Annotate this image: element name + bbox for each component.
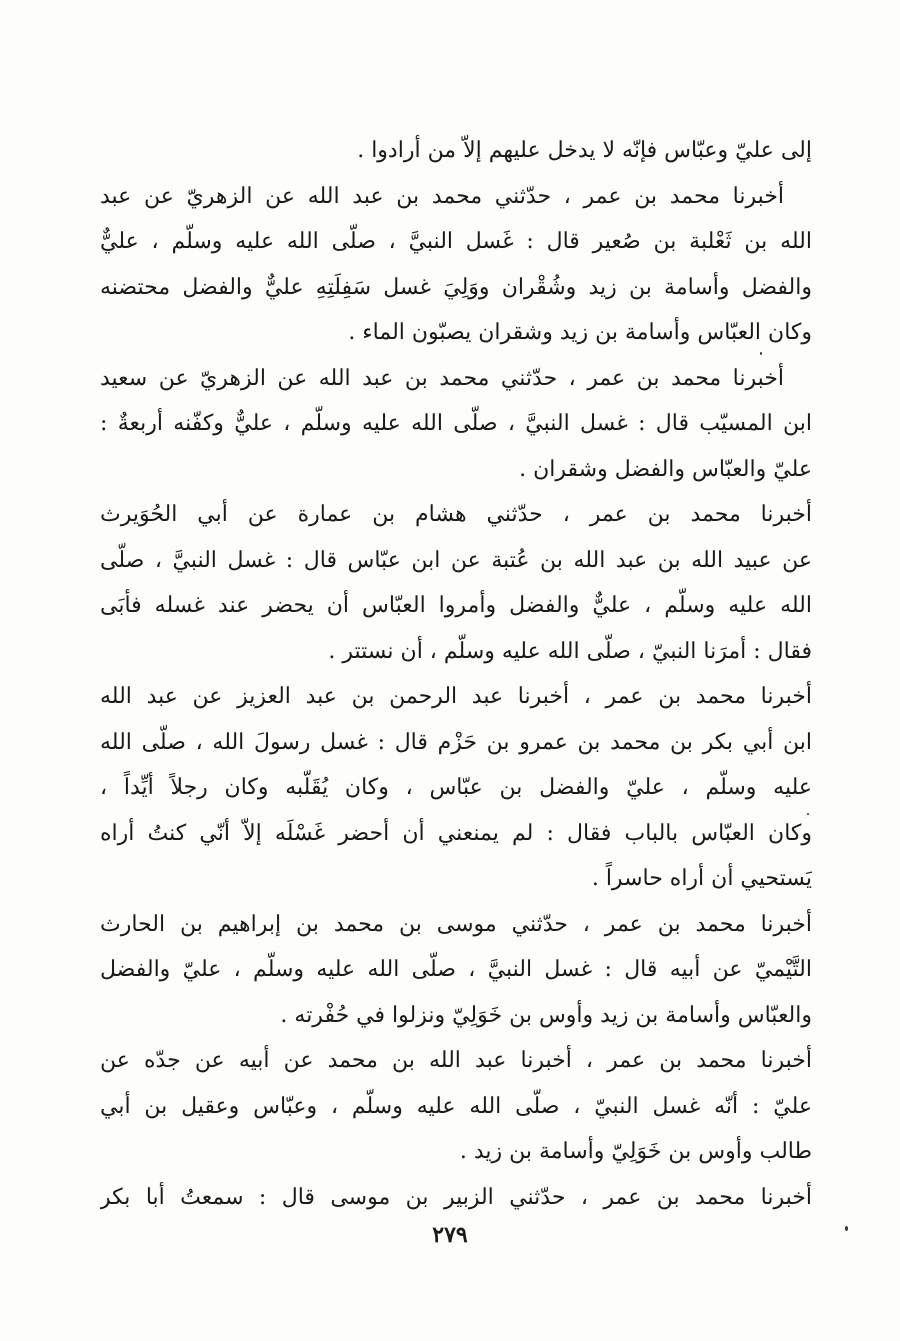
text-line: فقال : أمرَنا النبيّ ، صلّى الله عليه وسلّم ، أن نستتر .: [328, 638, 812, 664]
text-line: أخبرنا محمد بن عمر ، أخبرنا عبد الله بن محمد عن أبيه عن جدّه عن: [100, 1048, 812, 1073]
text-line: التَّيْميّ عن أبيه قال : غسل النبيَّ ، صلّى الله عليه وسلّم ، عليّ والفضل: [100, 957, 812, 982]
page-number: ٢٧٩: [432, 1222, 468, 1248]
text-line: أخبرنا محمد بن عمر ، أخبرنا عبد الرحمن بن عبد العزيز عن عبد الله: [100, 684, 812, 709]
text-line: عليّ : أنّه غسل النبيّ ، صلّى الله عليه وسلّم ، وعبّاس وعقيل بن أبي: [100, 1093, 812, 1119]
text-line: وكان العبّاس وأسامة بن زيد وشقران يصبّون الماء .: [348, 320, 812, 345]
text-line: إلى عليّ وعبّاس فإنّه لا يدخل عليهم إلاّ من أرادوا .: [357, 138, 812, 163]
text-line: عن عبيد الله بن عبد الله بن عُتبة عن ابن عبّاس قال : غسل النبيَّ ، صلّى: [100, 547, 812, 573]
text-line: ابن المسيّب قال : غسل النبيَّ ، صلّى الله عليه وسلّم ، عليٌّ وكفّنه أربعةٌ :: [100, 411, 812, 436]
text-line: الله عليه وسلّم ، عليٌّ والفضل وأمروا العبّاس أن يحضر عند غسله فأبَى: [100, 593, 812, 618]
scan-speck: [807, 813, 809, 815]
text-line: والعبّاس وأسامة بن زيد وأوس بن خَوَلِيّ ونزلوا في حُفْرته .: [280, 1002, 812, 1028]
text-line: يَستحيي أن أراه حاسراً .: [591, 866, 812, 891]
scan-speck: [760, 352, 762, 355]
text-line: والفضل وأسامة بن زيد وشُقْران ووَلِيَ غسل سَفِلَتِهِ عليٌّ والفضل محتضنه: [100, 274, 812, 300]
text-line: أخبرنا محمد بن عمر ، حدّثني الزبير بن موسى قال : سمعتُ أبا بكر: [100, 1184, 812, 1210]
text-line: عليه وسلّم ، عليّ والفضل بن عبّاس ، وكان يُقَلّبه وكان رجلاً أيِّداً ،: [100, 775, 812, 800]
text-line: أخبرنا محمد بن عمر ، حدّثني موسى بن محمد بن إبراهيم بن الحارث: [100, 911, 812, 937]
text-body: [100, 128, 812, 1220]
text-line: عليّ والعبّاس والفضل وشقران .: [519, 456, 812, 482]
scan-speck: [845, 1226, 848, 1231]
text-line: طالب وأوس بن خَوَلِيّ وأسامة بن زيد .: [459, 1139, 812, 1164]
text-line: الله بن ثَعْلبة بن صُعير قال : غَسل النبيَّ ، صلّى الله عليه وسلّم ، عليٌّ: [100, 229, 812, 254]
text-line: ابن أبي بكر بن محمد بن عمرو بن حَزْم قال : غسل رسولَ الله ، صلّى الله: [100, 729, 812, 755]
text-line: أخبرنا محمد بن عمر ، حدّثني هشام بن عمارة عن أبي الحُوَيرث: [100, 502, 812, 527]
text-line: وكان العبّاس بالباب فقال : لم يمنعني أن أحضر غَسْلَه إلاّ أنّي كنتُ أراه: [100, 820, 812, 846]
text-line: أخبرنا محمد بن عمر ، حدّثني محمد بن عبد الله عن الزهريّ عن عبد: [100, 183, 784, 209]
text-line: أخبرنا محمد بن عمر ، حدّثني محمد بن عبد الله عن الزهريّ عن سعيد: [100, 365, 784, 391]
